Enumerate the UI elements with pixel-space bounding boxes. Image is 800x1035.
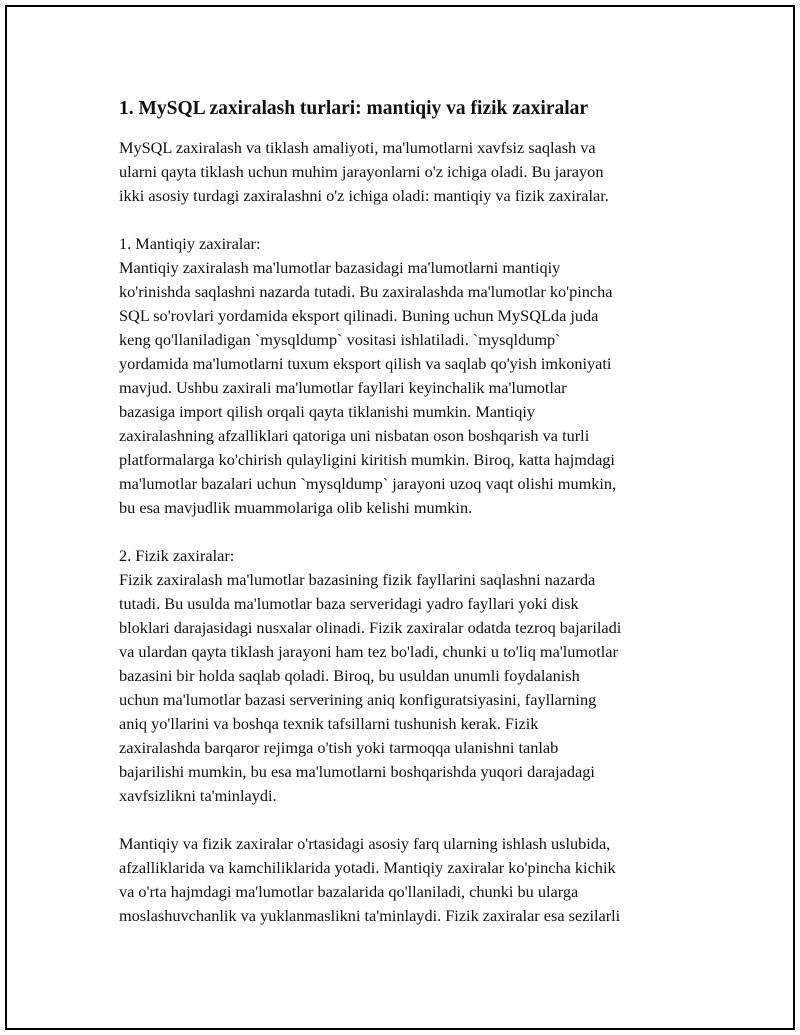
paragraph-intro: [119, 136, 699, 208]
paragraph-physical-backups: [119, 544, 699, 808]
text-line: mavjud. Ushbu zaxirali ma'lumotlar fayllari keyinchalik ma'lumotlar: [119, 378, 567, 397]
text-line: Mantiqiy va fizik zaxiralar o'rtasidagi asosiy farq ularning ishlash uslubida,: [119, 834, 611, 853]
text-line: tutadi. Bu usulda ma'lumotlar baza serveridagi yadro fayllari yoki disk: [119, 594, 579, 613]
text-line: ikki asosiy turdagi zaxiralashni o'z ichiga oladi: mantiqiy va fizik zaxiralar.: [119, 186, 609, 205]
text-line: keng qo'llaniladigan `mysqldump` vositasi ishlatiladi. `mysqldump`: [119, 330, 561, 349]
text-line: Fizik zaxiralash ma'lumotlar bazasining fizik fayllarini saqlashni nazarda: [119, 570, 596, 589]
paragraph-comparison: [119, 832, 699, 928]
section-heading: 1. Mantiqiy zaxiralar:: [119, 234, 261, 253]
text-line: afzalliklarida va kamchiliklarida yotadi. Mantiqiy zaxiralar ko'pincha kichik: [119, 858, 616, 877]
text-line: xavfsizlikni ta'minlaydi.: [119, 786, 277, 805]
text-line: bu esa mavjudlik muammolariga olib kelishi mumkin.: [119, 498, 473, 517]
text-line: uchun ma'lumotlar bazasi serverining aniq konfiguratsiyasini, fayllarning: [119, 690, 597, 709]
text-line: va ulardan qayta tiklash jarayoni ham tez bo'ladi, chunki u to'liq ma'lumotlar: [119, 642, 618, 661]
text-line: zaxiralashning afzalliklari qatoriga uni nisbatan oson boshqarish va turli: [119, 426, 590, 445]
text-line: moslashuvchanlik va yuklanmaslikni ta'minlaydi. Fizik zaxiralar esa sezilarli: [119, 906, 621, 925]
text-line: va o'rta hajmdagi ma'lumotlar bazalarida qo'llaniladi, chunki bu ularga: [119, 882, 579, 901]
document-body: [119, 95, 699, 952]
text-line: platformalarga ko'chirish qulayligini kiritish mumkin. Biroq, katta hajmdagi: [119, 450, 615, 469]
text-line: bazasini bir holda saqlab qoladi. Biroq, bu usuldan unumli foydalanish: [119, 666, 580, 685]
text-line: Mantiqiy zaxiralash ma'lumotlar bazasidagi ma'lumotlarni mantiqiy: [119, 258, 561, 277]
text-line: yordamida ma'lumotlarni tuxum eksport qilish va saqlab qo'yish imkoniyati: [119, 354, 612, 373]
text-line: bazasiga import qilish orqali qayta tiklanishi mumkin. Mantiqiy: [119, 402, 536, 421]
paragraph-logical-backups: [119, 232, 699, 520]
text-line: ularni qayta tiklash uchun muhim jarayonlarni o'z ichiga oladi. Bu jarayon: [119, 162, 604, 181]
section-heading: 2. Fizik zaxiralar:: [119, 546, 235, 565]
text-line: bloklari darajasidagi nusxalar olinadi. Fizik zaxiralar odatda tezroq bajariladi: [119, 618, 622, 637]
document-page: [5, 5, 795, 1030]
text-line: ko'rinishda saqlashni nazarda tutadi. Bu zaxiralashda ma'lumotlar ko'pincha: [119, 282, 613, 301]
text-line: zaxiralashda barqaror rejimga o'tish yoki tarmoqqa ulanishni tanlab: [119, 738, 559, 757]
text-line: ma'lumotlar bazalari uchun `mysqldump` jarayoni uzoq vaqt olishi mumkin,: [119, 474, 617, 493]
document-title: 1. MySQL zaxiralash turlari: mantiqiy va fizik zaxiralar: [119, 98, 589, 119]
text-line: aniq yo'llarini va boshqa texnik tafsillarni tushunish kerak. Fizik: [119, 714, 539, 733]
text-line: bajarilishi mumkin, bu esa ma'lumotlarni boshqarishda yuqori darajadagi: [119, 762, 595, 781]
text-line: MySQL zaxiralash va tiklash amaliyoti, ma'lumotlarni xavfsiz saqlash va: [119, 138, 596, 157]
text-line: SQL so'rovlari yordamida eksport qilinadi. Buning uchun MySQLda juda: [119, 306, 599, 325]
